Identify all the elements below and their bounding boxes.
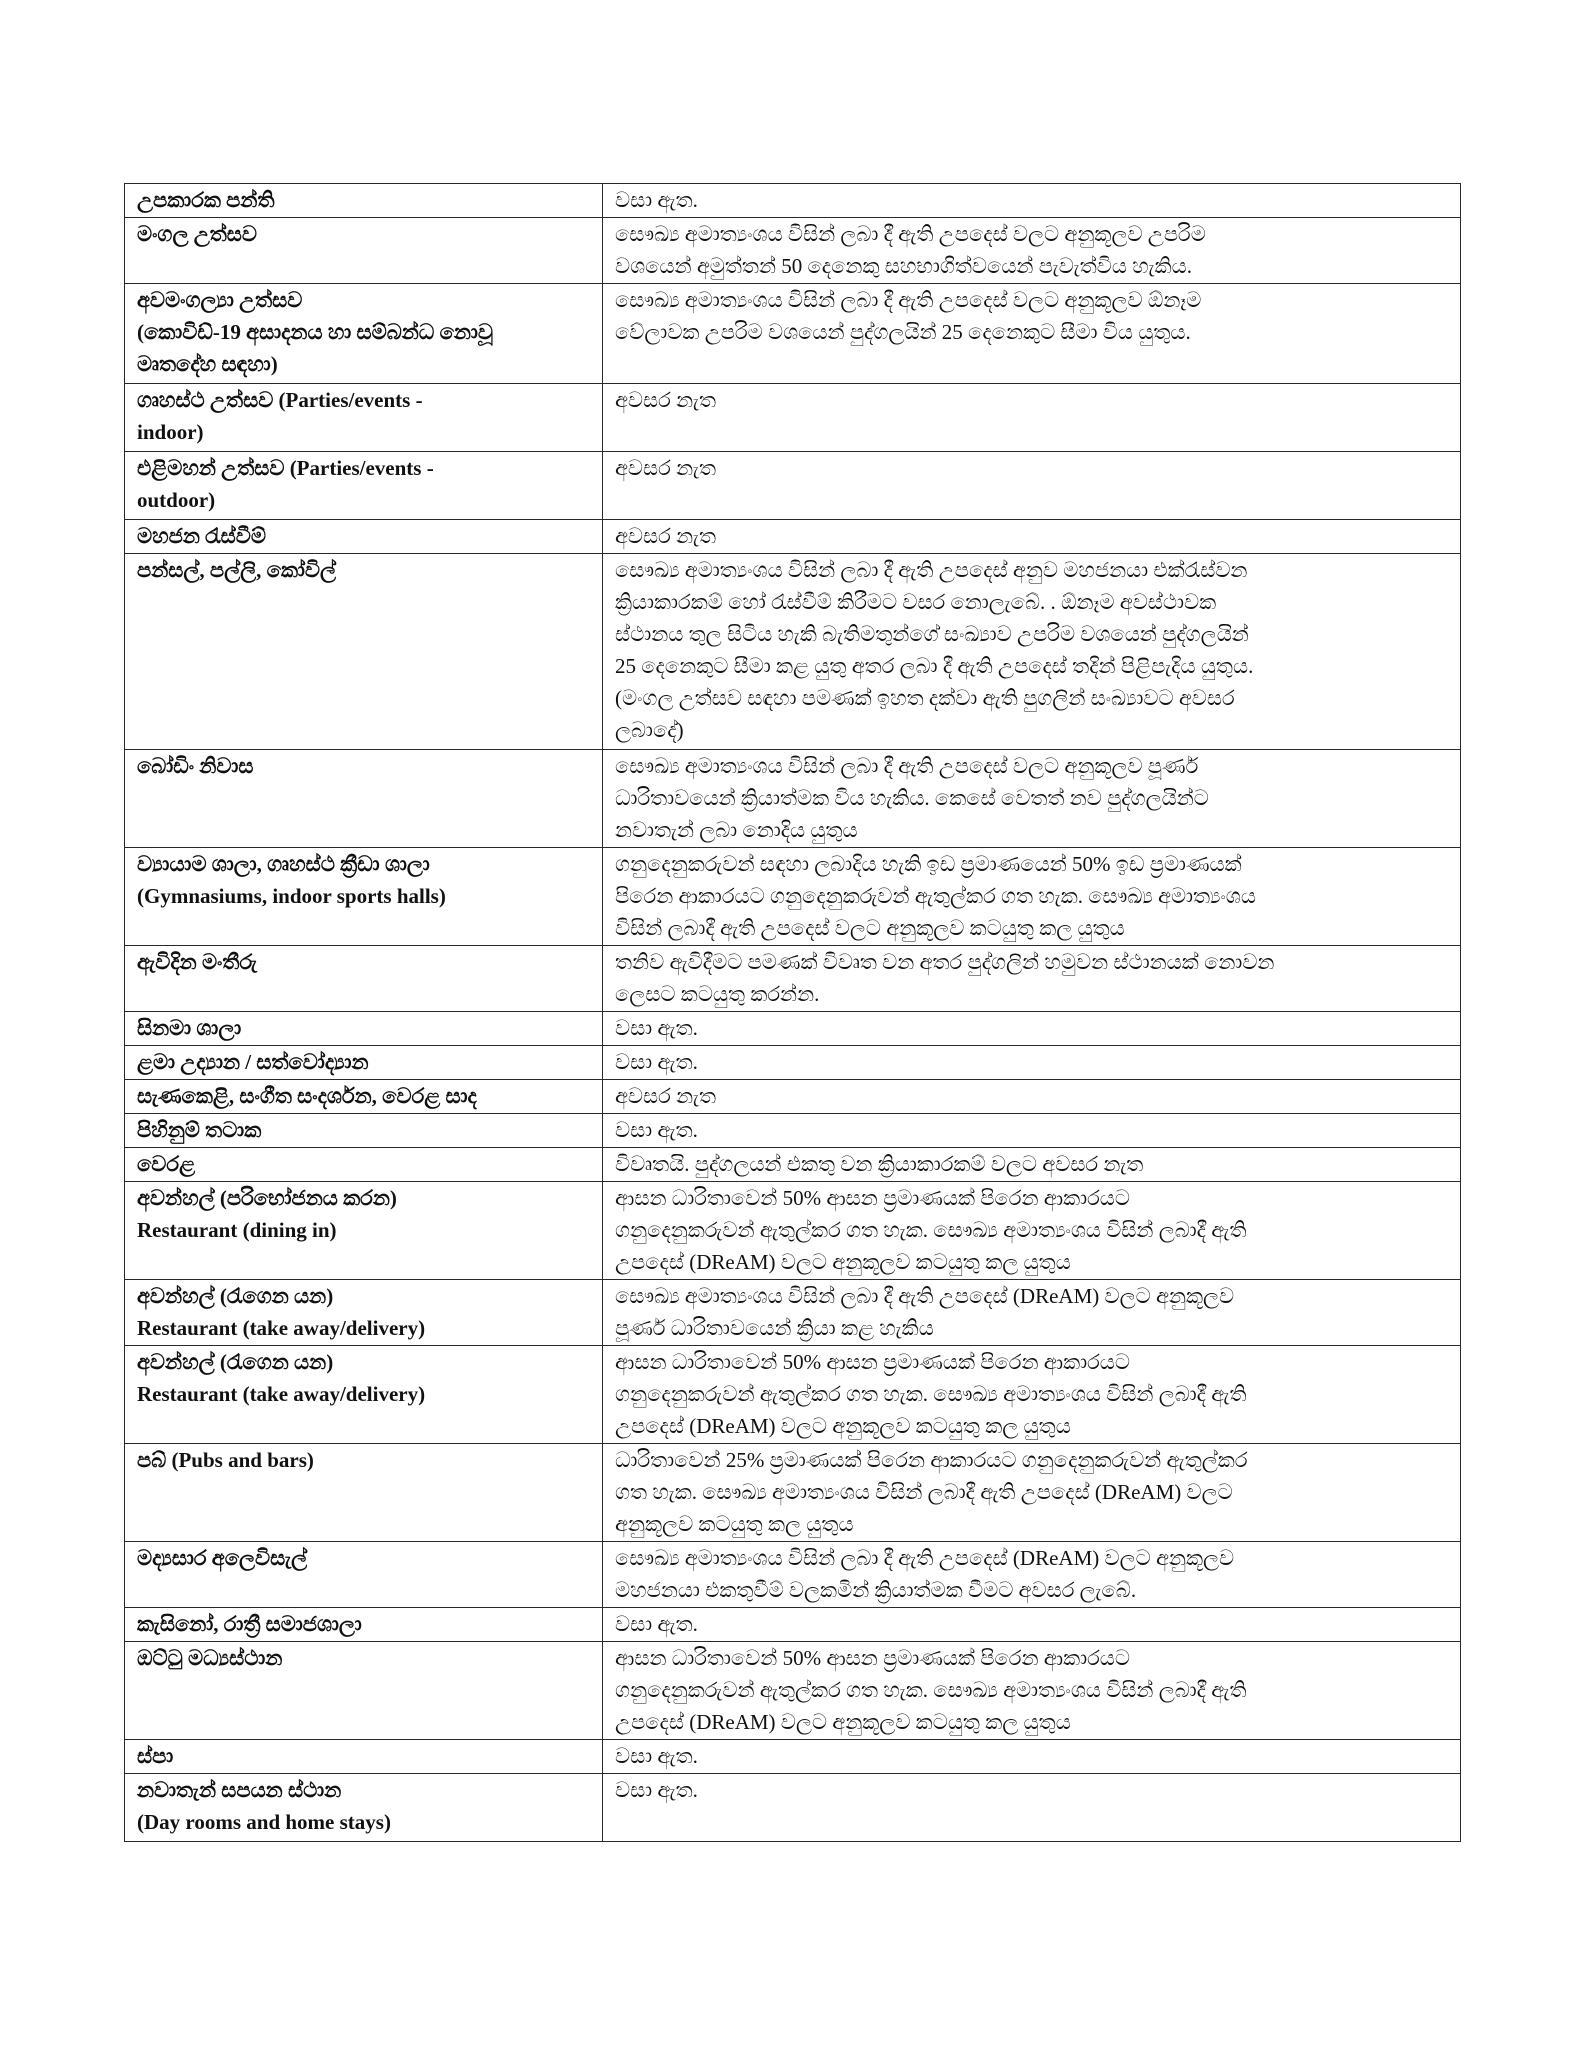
activity-cell: නවාතැන් සපයන ස්ථාන (Day rooms and home stays) (125, 1774, 603, 1842)
activity-cell: ඇවිදින මංතීරු (125, 946, 603, 1012)
activity-cell: සැණකෙළි, සංගීත සංදර්ශන, වෙරළ සාද (125, 1080, 603, 1114)
table-row (125, 1444, 1461, 1542)
activity-cell: ඔට්ටු මධ්‍යස්ථාන (125, 1642, 603, 1740)
rule-cell: ආසන ධාරිතාවෙන් 50% ආසන ප්‍රමාණයක් පිරෙන ආකාරයට ගනුදෙනුකරුවන් ඇතුල්කර ගත හැක. සෞඛ්‍ය අමාත්‍යංශය විසින් ලබාදී ඇති උපදෙස් (DReAM) වලට අනුකූලව කටයුතු කල යුතුය (603, 1346, 1461, 1444)
table-row (125, 1608, 1461, 1642)
activity-cell: ව්‍යායාම ශාලා, ගෘහස්ථ ක්‍රීඩා ශාලා (Gymnasiums, indoor sports halls) (125, 848, 603, 946)
rule-cell: විවෘතයි. පුද්ගලයන් එකතු වන ක්‍රියාකාරකම් වලට අවසර නැත (603, 1148, 1461, 1182)
activity-cell: මද්‍යසාර අලෙවිසැල් (125, 1542, 603, 1608)
table-row (125, 184, 1461, 218)
table-row (125, 1642, 1461, 1740)
activity-cell: පබ් (Pubs and bars) (125, 1444, 603, 1542)
table-row (125, 1774, 1461, 1842)
table-row (125, 1046, 1461, 1080)
rule-cell: සෞඛ්‍ය අමාත්‍යංශය විසින් ලබා දී ඇති උපදෙස් වලට අනුකූලව උපරිම වශයෙන් අමුත්තන් 50 දෙනෙකු සහභාගිත්වයෙන් පැවැත්විය හැකිය. (603, 218, 1461, 284)
rule-cell: සෞඛ්‍ය අමාත්‍යංශය විසින් ලබා දී ඇති උපදෙස් (DReAM) වලට අනුකූලව පූර්ණ ධාරිතාවයෙන් ක්‍රියා කළ හැකිය (603, 1280, 1461, 1346)
activity-cell: සිනමා ශාලා (125, 1012, 603, 1046)
rule-cell: අවසර නැත (603, 1080, 1461, 1114)
rule-cell: ආසන ධාරිතාවෙන් 50% ආසන ප්‍රමාණයක් පිරෙන ආකාරයට ගනුදෙනුකරුවන් ඇතුල්කර ගත හැක. සෞඛ්‍ය අමාත්‍යංශය විසින් ලබාදී ඇති උපදෙස් (DReAM) වලට අනුකූලව කටයුතු කල යුතුය (603, 1642, 1461, 1740)
rule-cell: ගනුදෙනුකරුවන් සඳහා ලබාදිය හැකි ඉඩ ප්‍රමාණයෙන් 50% ඉඩ ප්‍රමාණයක් පිරෙන ආකාරයට ගනුදෙනුකරුවන් ඇතුල්කර ගත හැක. සෞඛ්‍ය අමාත්‍යංශය විසින් ලබාදී ඇති උපදෙස් වලට අනුකූලව කටයුතු කල යුතුය (603, 848, 1461, 946)
rule-cell: වසා ඇත. (603, 1608, 1461, 1642)
activity-cell: එළිමහන් උත්සව (Parties/events - outdoor) (125, 452, 603, 520)
table-row (125, 218, 1461, 284)
table-row (125, 554, 1461, 750)
rule-cell: සෞඛ්‍ය අමාත්‍යංශය විසින් ලබා දී ඇති උපදෙස් වලට අනුකූලව පූර්ණ ධාරිතාවයෙන් ක්‍රියාත්මක විය හැකිය. කෙසේ වෙතත් නව පුද්ගලයින්ට නවාතැන් ලබා නොදිය යුතුය (603, 750, 1461, 848)
rule-cell: ධාරිතාවෙන් 25% ප්‍රමාණයක් පිරෙන ආකාරයට ගනුදෙනුකරුවන් ඇතුල්කර ගත හැක. සෞඛ්‍ය අමාත්‍යංශය විසින් ලබාදී ඇති උපදෙස් (DReAM) වලට අනුකූලව කටයුතු කල යුතුය (603, 1444, 1461, 1542)
table-row (125, 1542, 1461, 1608)
rule-cell: අවසර නැත (603, 384, 1461, 452)
activity-cell: අවන්හල් (පරිභෝජනය කරන) Restaurant (dining in) (125, 1182, 603, 1280)
activity-cell: අවන්හල් (රැගෙන යන) Restaurant (take away/delivery) (125, 1346, 603, 1444)
table-row (125, 452, 1461, 520)
activity-cell: වෙරළ (125, 1148, 603, 1182)
rule-cell: සෞඛ්‍ය අමාත්‍යංශය විසින් ලබා දී ඇති උපදෙස් අනුව මහජනයා එක්රැස්වන ක්‍රියාකාරකම් හෝ රැස්වීම් කිරීමට වසර නොලැබේ. . ඕනෑම අවස්ථාවක ස්ථානය තුල සිටිය හැකි බැතිමතුන්ගේ සංඛ්‍යාව උපරිම වශයෙන් පුද්ගලයින් 25 දෙනෙකුට සීමා කළ යුතු අතර ලබා දී ඇති උපදෙස් තදින් පිළිපැදිය යුතුය. (මංගල උත්සව සඳහා පමණක් ඉහත දක්වා ඇති පුගලින් සංඛ්‍යාවට අවසර ලබාදේ) (603, 554, 1461, 750)
rule-cell: වසා ඇත. (603, 1774, 1461, 1842)
rule-cell: සෞඛ්‍ය අමාත්‍යංශය විසින් ලබා දී ඇති උපදෙස් (DReAM) වලට අනුකූලව මහජනයා එකතුවීම් වලකමින් ක්‍රියාත්මක වීමට අවසර ලැබේ. (603, 1542, 1461, 1608)
rule-cell: සෞඛ්‍ය අමාත්‍යංශය විසින් ලබා දී ඇති උපදෙස් වලට අනුකූලව ඕනෑම වේලාවක උපරිම වශයෙන් පුද්ගලයින් 25 දෙනෙකුට සීමා විය යුතුය. (603, 284, 1461, 384)
table-row (125, 1280, 1461, 1346)
rule-cell: වසා ඇත. (603, 1740, 1461, 1774)
table-row (125, 1080, 1461, 1114)
activity-cell: බෝඩිං නිවාස (125, 750, 603, 848)
table-row (125, 750, 1461, 848)
activity-cell: මංගල උත්සව (125, 218, 603, 284)
activity-cell: පන්සල්, පල්ලි, කෝවිල් (125, 554, 603, 750)
rule-cell: අවසර නැත (603, 520, 1461, 554)
guidelines-table (124, 183, 1461, 1842)
activity-cell: අවන්හල් (රැගෙන යන) Restaurant (take away/delivery) (125, 1280, 603, 1346)
activity-cell: අවමංගල්‍යා උත්සව (කොවිඩ්-19 අසාදනය හා සම්බන්ධ නොවූ මෘතදේහ සඳහා) (125, 284, 603, 384)
rule-cell: වසා ඇත. (603, 1046, 1461, 1080)
activity-cell: ළමා උද්‍යාන / සත්වෝද්‍යාන (125, 1046, 603, 1080)
rule-cell: වසා ඇත. (603, 1012, 1461, 1046)
table-row (125, 284, 1461, 384)
activity-cell: ස්පා (125, 1740, 603, 1774)
table-row (125, 946, 1461, 1012)
activity-cell: උපකාරක පන්ති (125, 184, 603, 218)
table-row (125, 1182, 1461, 1280)
table-row (125, 384, 1461, 452)
table-row (125, 848, 1461, 946)
table-row (125, 1740, 1461, 1774)
rule-cell: අවසර නැත (603, 452, 1461, 520)
rule-cell: වසා ඇත. (603, 184, 1461, 218)
table-row (125, 1114, 1461, 1148)
rule-cell: තනිව ඇවිදීමට පමණක් විවෘත වන අතර පුද්ගලින් හමුවන ස්ථානයක් නොවන ලෙසට කටයුතු කරන්න. (603, 946, 1461, 1012)
activity-cell: ගෘහස්ථ උත්සව (Parties/events - indoor) (125, 384, 603, 452)
table-row (125, 1012, 1461, 1046)
table-row (125, 520, 1461, 554)
activity-cell: පිහිනුම් තටාක (125, 1114, 603, 1148)
activity-cell: මහජන රැස්වීම් (125, 520, 603, 554)
table-row (125, 1148, 1461, 1182)
activity-cell: කැසිනෝ, රාත්‍රී සමාජශාලා (125, 1608, 603, 1642)
rule-cell: වසා ඇත. (603, 1114, 1461, 1148)
table-row (125, 1346, 1461, 1444)
rule-cell: ආසන ධාරිතාවෙන් 50% ආසන ප්‍රමාණයක් පිරෙන ආකාරයට ගනුදෙනුකරුවන් ඇතුල්කර ගත හැක. සෞඛ්‍ය අමාත්‍යංශය විසින් ලබාදී ඇති උපදෙස් (DReAM) වලට අනුකූලව කටයුතු කල යුතුය (603, 1182, 1461, 1280)
